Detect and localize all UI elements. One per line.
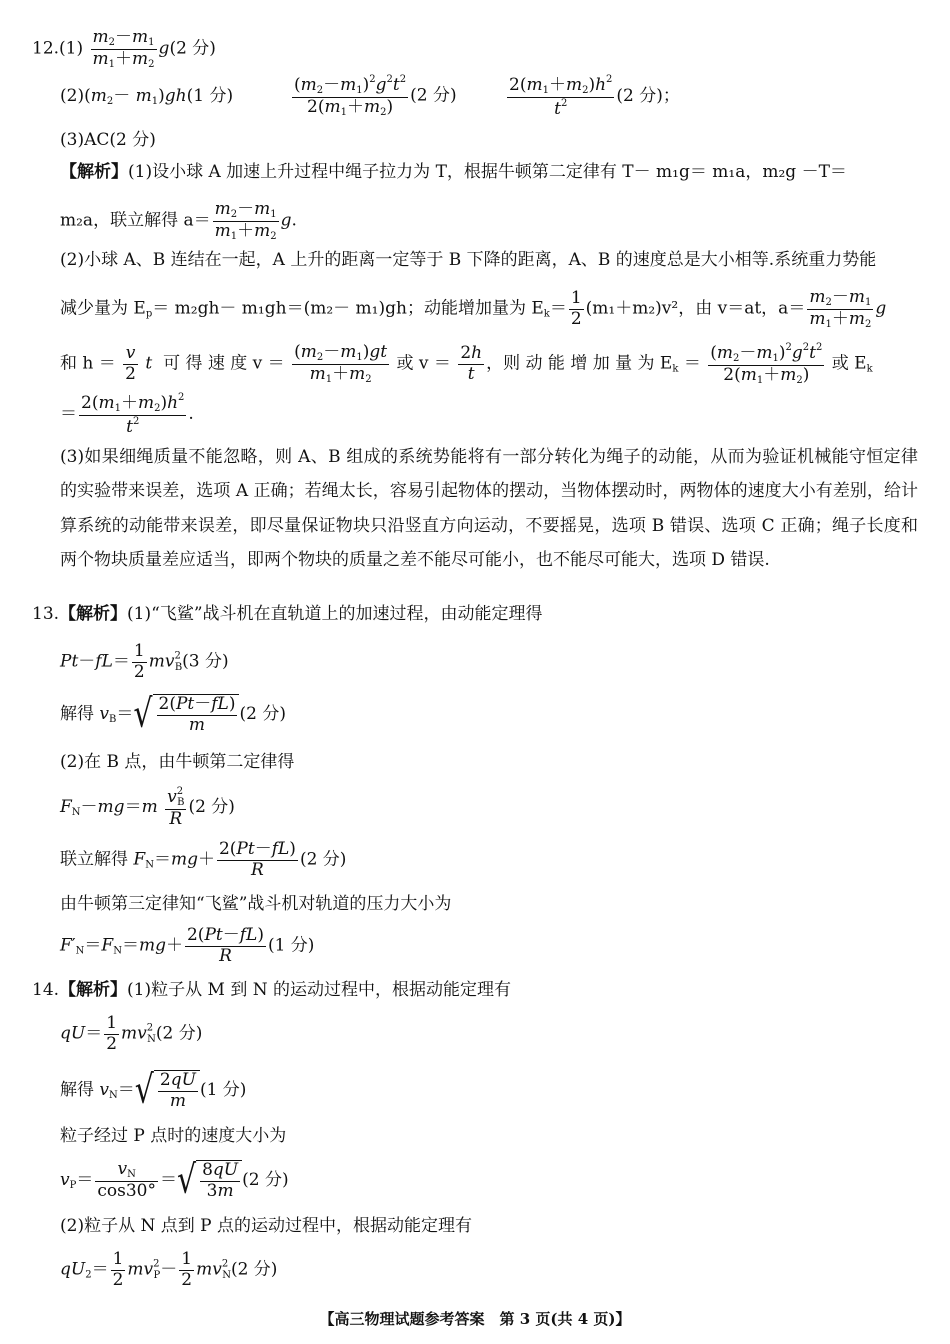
fraction: $\frac{m_2-m_1}{m_1+m_2}$	[92, 27, 155, 70]
q13-part2: (2)在 B 点，由牛顿第二定律得	[60, 752, 295, 772]
q13-part3: 由牛顿第三定律知“飞鲨”战斗机对轨道的压力大小为	[60, 894, 452, 914]
q13-eq2: 解得 $v_B=√$ $\frac{2(Pt-fL)}{m}$ (2 分)	[60, 691, 286, 737]
q12-part2-expr2: $\frac{(m_2-m_1)^2g^2t^2}{2(m_1+m_2)}$ (2 分)	[294, 74, 457, 118]
q13-eq5: $F'_N=F_N=mg+$ $\frac{2(Pt-fL)}{R}$ (1 分)	[60, 925, 315, 966]
q14-eq2: 解得 $v_N=√$ $\frac{2qU}{m}$ (1 分)	[60, 1067, 247, 1113]
q12-analysis-2-line3: 和 h ＝ $\frac{v}{2}$ t 可 得 速 度 v ＝ $\frac{(m_2-m_1)gt}{m_1+m_2}$ 或 v ＝ $\frac{2h}{t}$ ，则 动 能 增 加 量 为 $E_k$ ＝ $\frac{(m_2-m_1)^2g^2t^2}{2(m_1+m_2)}$ 或 $E_k$	[60, 342, 873, 386]
q12-part2-expr3: $\frac{2(m_1+m_2)h^2}{t^2}$ (2 分)；	[509, 74, 680, 119]
q12-analysis-2-line4: ＝ $\frac{2(m_1+m_2)h^2}{t^2}$ .	[60, 392, 194, 437]
q12-part3: (3)AC(2 分)	[60, 130, 156, 150]
q13-eq3: $F_N-mg=m$ $\frac{v^2_B}{R}$ (2 分)	[60, 786, 235, 829]
q13-eq4: 联立解得 $F_N=mg+$ $\frac{2(Pt-fL)}{R}$ (2 分)	[60, 839, 347, 880]
q14-eq3: $v_P=$ $\frac{v_N}{\cos 30^\circ}$ ＝√ $\frac{8qU}{3m}$ (2 分)	[60, 1157, 289, 1203]
q14-eq1: qU＝ $\frac{1}{2}$ $mv^2_N(2$ 分)	[60, 1013, 203, 1054]
q12-analysis-1-line2: m₂a，联立解得 a＝ $\frac{m_2-m_1}{m_1+m_2}$ g.	[60, 199, 297, 242]
q14-part2: (2)粒子从 N 点到 P 点的运动过程中，根据动能定理有	[60, 1216, 473, 1236]
q12-part2: $(2)(m_2- m_1)gh(1$ 分)	[60, 86, 234, 107]
q13-heading: 13.【解析】(1)“飞鲨”战斗机在直轨道上的加速过程，由动能定理得	[32, 604, 543, 624]
q14-line4: 粒子经过 P 点时的速度大小为	[60, 1126, 287, 1146]
page-footer: 【高三物理试题参考答案 第 3 页(共 4 页)】	[319, 1310, 631, 1328]
q12-analysis-1: 【解析】(1)设小球 A 加速上升过程中绳子拉力为 T，根据牛顿第二定律有 T－ m₁g＝ m₁a，m₂g －T＝	[60, 162, 847, 182]
q14-eq4: $qU_2=$ $\frac{1}{2}$ $mv^2_P-$ $\frac{1}{2}$ $mv^2_N(2$ 分)	[60, 1249, 278, 1290]
q12-part1: 12.(1) $\frac{m_2-m_1}{m_1+m_2}$ g(2 分)	[32, 27, 216, 70]
q12-analysis-2-line1: (2)小球 A、B 连结在一起，A 上升的距离一定等于 B 下降的距离，A、B 的速度总是大小相等.系统重力势能	[60, 250, 877, 270]
q12-analysis-2-line2: 减少量为 $E_p= m_2gh- m_1gh=(m_2- m_1)gh$；动能增加量为 $E_k=$ $\frac{1}{2}$ (m₁＋m₂)v²，由 v＝at，a＝ $\frac{m_2-m_1}{m_1+m_2}$ g	[60, 287, 887, 330]
q13-eq1: Pt－fL＝ $\frac{1}{2}$ $mv^2_B(3$ 分)	[60, 641, 229, 682]
q14-heading: 14.【解析】(1)粒子从 M 到 N 的运动过程中，根据动能定理有	[32, 980, 512, 1000]
q12-analysis-3: (3)如果细绳质量不能忽略，则 A、B 组成的系统势能将有一部分转化为绳子的动能，从而为验证机械能守恒定律的实验带来误差，选项 A 正确；若绳太长，容易引起物体的摆动，当物体摆动时，两物体的速度大小有差别，给计算系统的动能带来误差，即尽量保证物块只沿竖直方向运动，不要摇晃，选项 B 错误、选项 C 正确；绳子长度和两个物块质量差应适当，即两个物块的质量之差不能尽可能小，也不能尽可能大，选项 D 错误.	[60, 447, 918, 570]
